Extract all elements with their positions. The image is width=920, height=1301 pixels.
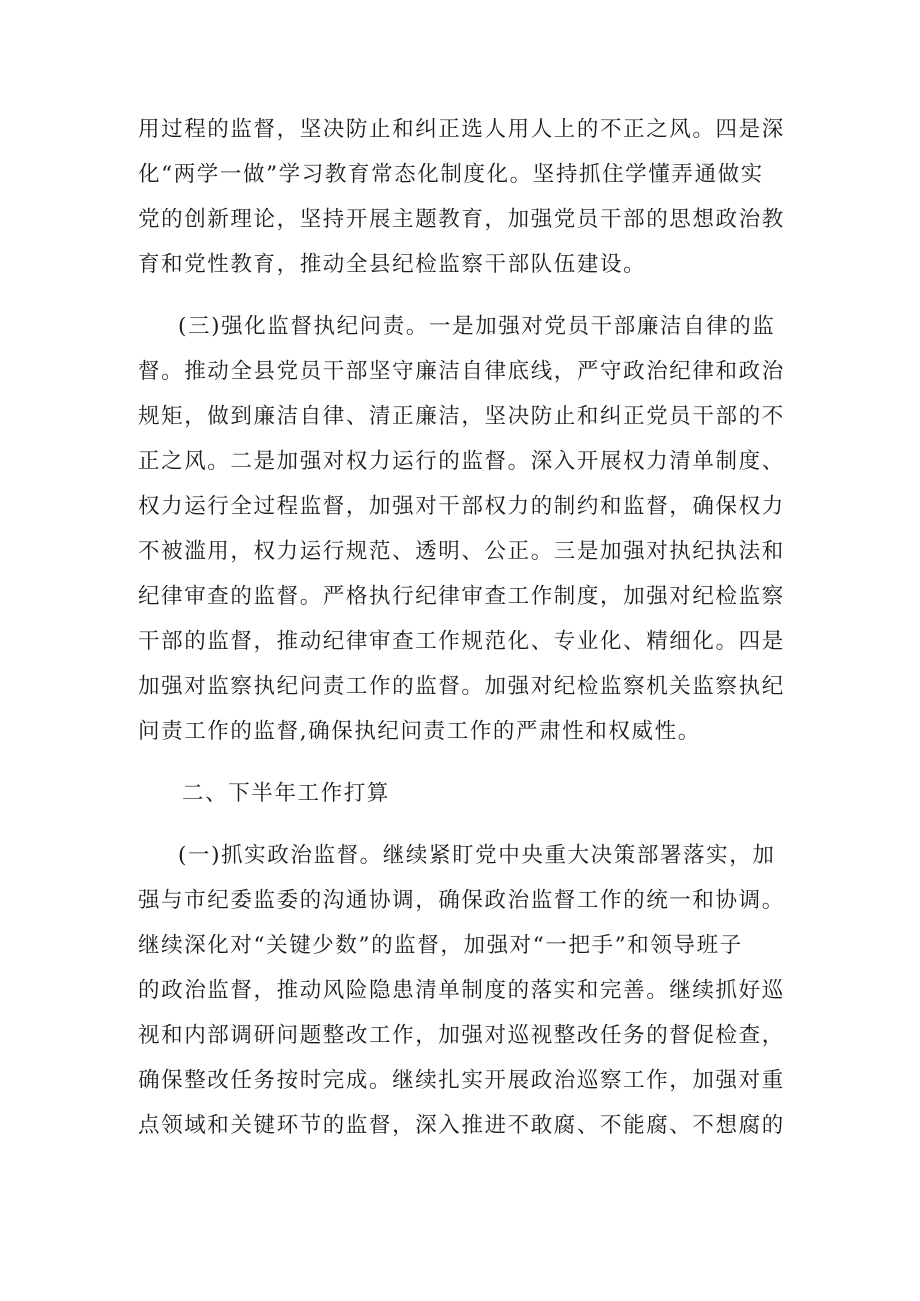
- text-line: 化“两学一做”学习教育常态化制度化。坚持抓住学懂弄通做实: [138, 162, 764, 187]
- text-line: 干部的监督，推动纪律审查工作规范化、专业化、精细化。四是: [138, 629, 785, 654]
- text-line: 视和内部调研问题整改工作，加强对巡视整改任务的督促检查，: [138, 1023, 785, 1048]
- section-heading: 二、下半年工作打算: [182, 781, 390, 806]
- text-line: 规矩，做到廉洁自律、清正廉洁，坚决防止和纠正党员干部的不: [138, 404, 785, 429]
- text-line: 用过程的监督，坚决防止和纠正选人用人上的不正之风。四是深: [138, 117, 785, 142]
- text-line: 强与市纪委监委的沟通协调，确保政治监督工作的统一和协调。: [138, 888, 785, 913]
- text-line: 育和党性教育，推动全县纪检监察干部队伍建设。: [138, 252, 647, 277]
- text-line: 的政治监督，推动风险隐患清单制度的落实和完善。继续抓好巡: [138, 978, 785, 1003]
- text-line: 确保整改任务按时完成。继续扎实开展政治巡察工作，加强对重: [138, 1068, 785, 1093]
- text-line: 加强对监察执纪问责工作的监督。加强对纪检监察机关监察执纪: [138, 674, 785, 699]
- text-line: 问责工作的监督,确保执纪问责工作的严肃性和权威性。: [138, 719, 701, 744]
- text-line: 党的创新理论，坚持开展主题教育，加强党员干部的思想政治教: [138, 207, 785, 232]
- section-heading-line: (一)抓实政治监督。继续紧盯党中央重大决策部署落实，加: [178, 843, 776, 868]
- text-line: 督。推动全县党员干部坚守廉洁自律底线，严守政治纪律和政治: [138, 359, 785, 384]
- text-line: 不被滥用，权力运行规范、透明、公正。三是加强对执纪执法和: [138, 539, 785, 564]
- text-line: 正之风。二是加强对权力运行的监督。深入开展权力清单制度、: [138, 449, 785, 474]
- text-line: 点领域和关键环节的监督，深入推进不敢腐、不能腐、不想腐的: [138, 1113, 785, 1138]
- section-heading-line: (三)强化监督执纪问责。一是加强对党员干部廉洁自律的监: [178, 314, 776, 339]
- text-line: 权力运行全过程监督，加强对干部权力的制约和监督，确保权力: [138, 494, 785, 519]
- text-line: 纪律审查的监督。严格执行纪律审查工作制度，加强对纪检监察: [138, 584, 785, 609]
- text-line: 继续深化对“关键少数”的监督，加强对“一把手”和领导班子: [138, 933, 743, 958]
